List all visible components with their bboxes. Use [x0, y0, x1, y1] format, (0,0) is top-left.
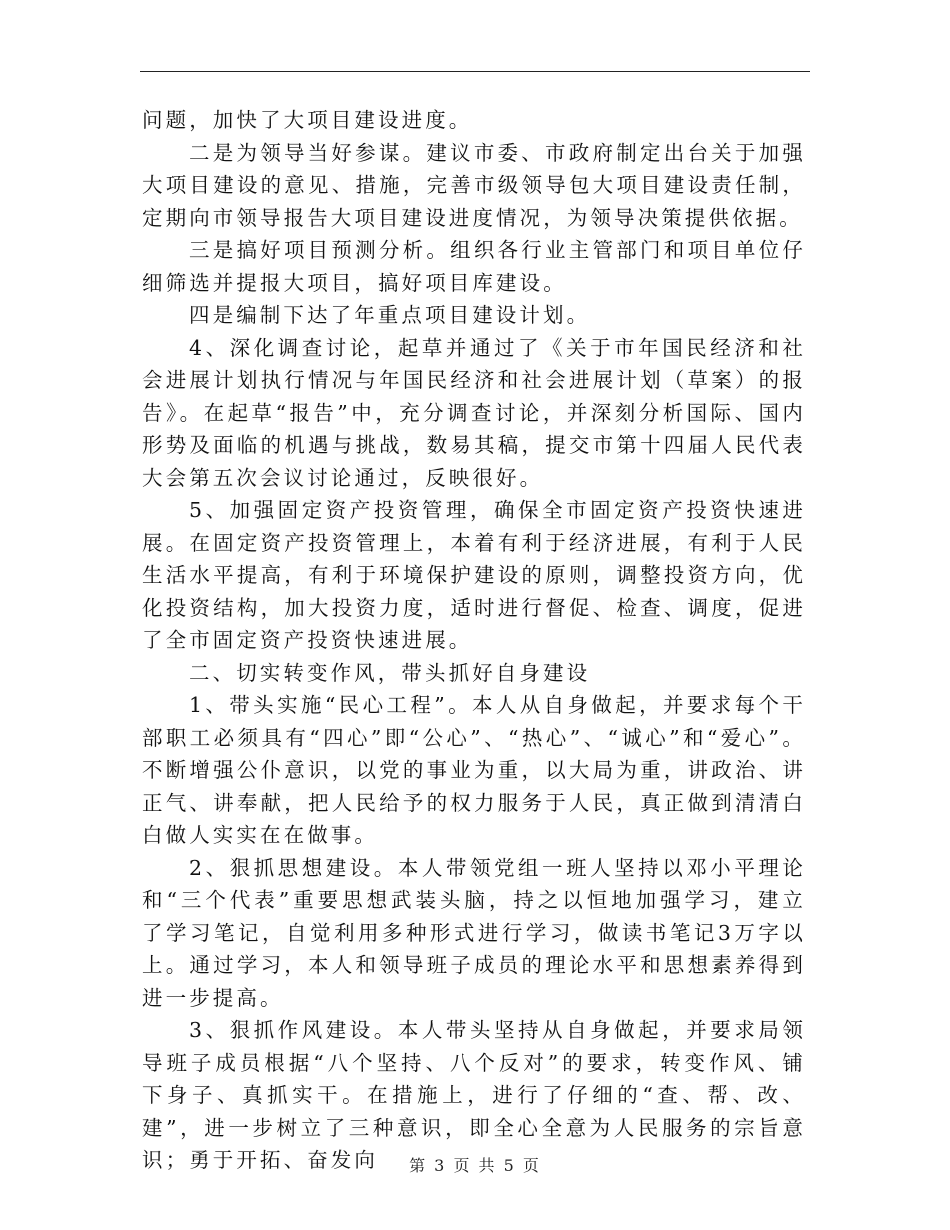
paragraph-8: 2、狠抓思想建设。本人带领党组一班人坚持以邓小平理论和“三个代表”重要思想武装头脑，持之以恒地加强学习，建立了学习笔记，自觉利用多种形式进行学习，做读书笔记3万字以上。通过学习，本人和领导班子成员的理论水平和思想素养得到进一步提高。 — [142, 855, 806, 1010]
section-heading: 二、切实转变作风，带头抓好自身建设 — [189, 660, 591, 685]
paragraph-3: 四是编制下达了年重点项目建设计划。 — [189, 303, 591, 327]
page-number-footer: 第 3 页 共 5 页 — [409, 1156, 541, 1175]
paragraph-9: 3、狠抓作风建设。本人带头坚持从自身做起，并要求局领导班子成员根据“八个坚持、八个反对”的要求，转变作风、铺下身子、真抓实干。在措施上，进行了仔细的“查、帮、改、建”，进一步树立了三种意识，即全心全意为人民服务的宗旨意识；勇于开拓、奋发向 — [142, 1018, 806, 1172]
header-rule — [140, 71, 810, 72]
paragraph-5: 5、加强固定资产投资管理，确保全市固定资产投资快速进展。在固定资产投资管理上，本着有利于经济进展，有利于人民生活水平提高，有利于环境保护建设的原则，调整投资方向，优化投资结构，加大投资力度，适时进行督促、检查、调度，促进了全市固定资产投资快速进展。 — [142, 498, 806, 652]
document-body — [142, 104, 806, 1177]
paragraph-7: 1、带头实施“民心工程”。本人从自身做起，并要求每个干部职工必须具有“四心”即“公心”、“热心”、“诚心”和“爱心”。不断增强公仆意识，以党的事业为重，以大局为重，讲政治、讲正气、讲奉献，把人民给予的权力服务于人民，真正做到清清白白做人实实在在做事。 — [142, 693, 806, 847]
paragraph-1: 二是为领导当好参谋。建议市委、市政府制定出台关于加强大项目建设的意见、措施，完善市级领导包大项目建设责任制，定期向市领导报告大项目建设进度情况，为领导决策提供依据。 — [142, 140, 806, 230]
paragraph-0: 问题，加快了大项目建设进度。 — [142, 108, 473, 132]
paragraph-4: 4、深化调查讨论，起草并通过了《关于市年国民经济和社会进展计划执行情况与年国民经济和社会进展计划（草案）的报告》。在起草“报告”中，充分调查讨论，并深刻分析国际、国内形势及面临的机遇与挑战，数易其稿，提交市第十四届人民代表大会第五次会议讨论通过，反映很好。 — [142, 335, 806, 490]
paragraph-2: 三是搞好项目预测分析。组织各行业主管部门和项目单位仔细筛选并提报大项目，搞好项目库建设。 — [142, 238, 806, 295]
